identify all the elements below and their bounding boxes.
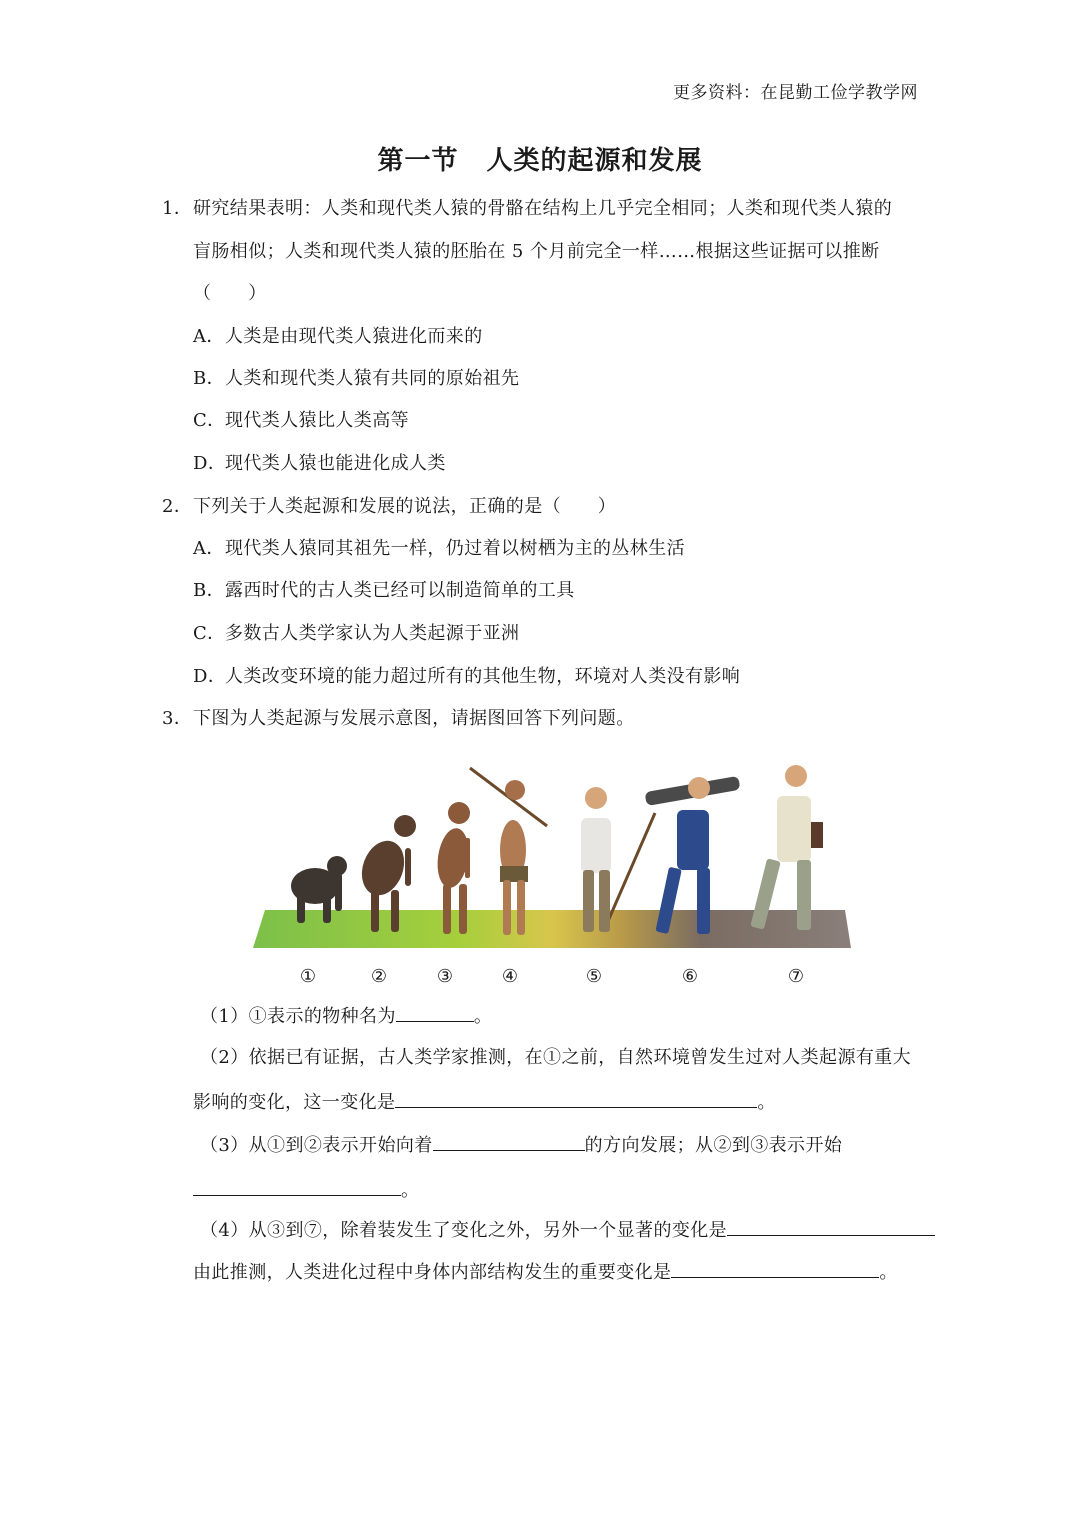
header-note: 更多资料：在昆勤工俭学教学网 (673, 83, 918, 103)
sub1-answer-blank[interactable] (396, 1003, 474, 1022)
q1-option-c (193, 409, 409, 433)
sub4-answer-blank-1[interactable] (727, 1217, 935, 1236)
q2-option-c (193, 622, 519, 646)
q1-option-d (193, 452, 446, 476)
option-text: 现代类人猿比人类高等 (225, 410, 409, 431)
sub3-middle: 的方向发展；从②到③表示开始 (584, 1135, 843, 1156)
figure-7-modern-human (750, 765, 823, 930)
option-text: 现代类人猿也能进化成人类 (225, 453, 446, 474)
option-letter: A． (193, 538, 225, 559)
q2-option-d (193, 665, 740, 689)
figure-label-1: ① (299, 966, 317, 987)
q3-sub2-line1: （2）依据已有证据，古人类学家推测，在①之前，自然环境曾发生过对人类起源有重大 (200, 1047, 912, 1068)
option-text: 人类和现代类人猿有共同的原始祖先 (225, 368, 520, 389)
option-letter: C． (193, 410, 226, 431)
figure-label-2: ② (370, 966, 388, 987)
q3-sub4-line1 (200, 1217, 935, 1243)
q3-stem: 下图为人类起源与发展示意图，请据图回答下列问题。 (193, 708, 635, 729)
sub4-prefix: （4）从③到⑦，除着装发生了变化之外，另外一个显著的变化是 (200, 1220, 728, 1241)
sub3-suffix: 。 (401, 1180, 420, 1201)
title-section: 第一节 (377, 146, 459, 176)
figure-label-3: ③ (436, 966, 454, 987)
q3-sub1 (200, 1003, 492, 1029)
option-text: 多数古人类学家认为人类起源于亚洲 (225, 623, 520, 644)
sub3-answer-blank-1[interactable] (433, 1132, 585, 1151)
sub3-answer-blank-2[interactable] (193, 1177, 401, 1196)
sub2-prefix: 影响的变化，这一变化是 (193, 1092, 396, 1113)
q1-option-b (193, 367, 519, 391)
sub2-answer-blank[interactable] (395, 1089, 757, 1108)
sub4-suffix: 。 (879, 1262, 898, 1283)
human-evolution-illustration (245, 758, 855, 958)
figure-label-4: ④ (501, 966, 519, 987)
figure-4-early-human (470, 768, 547, 935)
page-title (0, 140, 1080, 177)
figure-label-6: ⑥ (681, 966, 699, 987)
sub1-prefix: （1）①表示的物种名为 (200, 1006, 396, 1027)
sub3-prefix: （3）从①到②表示开始向着 (200, 1135, 433, 1156)
q3-sub4-line2 (193, 1259, 898, 1285)
title-text: 人类的起源和发展 (486, 146, 703, 176)
q3-sub2-line2 (193, 1089, 776, 1115)
q3-number: 3． (162, 708, 193, 729)
figure-label-7: ⑦ (787, 966, 805, 987)
option-letter: C． (193, 623, 226, 644)
q3-sub3-line2 (193, 1177, 419, 1203)
q1-stem-line2: 盲肠相似；人类和现代类人猿的胚胎在 5 个月前完全一样……根据这些证据可以推断 (193, 241, 880, 262)
q1-stem-line1: 研究结果表明：人类和现代类人猿的骨骼在结构上几乎完全相同；人类和现代类人猿的 (193, 198, 893, 219)
sub4-answer-blank-2[interactable] (671, 1259, 879, 1278)
q1-answer-bracket: （ ） (193, 283, 267, 304)
sub2-suffix: 。 (757, 1092, 776, 1113)
option-text: 现代类人猿同其祖先一样，仍过着以树栖为主的丛林生活 (225, 538, 685, 559)
q2-option-b (193, 579, 575, 603)
q2-option-a (193, 537, 685, 561)
option-letter: D． (193, 453, 227, 474)
q1-number: 1． (162, 198, 193, 219)
option-letter: A． (193, 326, 225, 347)
q3-sub3-line1 (200, 1132, 842, 1158)
option-text: 人类改变环境的能力超过所有的其他生物，环境对人类没有影响 (225, 666, 741, 687)
sub4-line2-prefix: 由此推测，人类进化过程中身体内部结构发生的重要变化是 (193, 1262, 672, 1283)
q1-option-a (193, 325, 483, 349)
sub1-suffix: 。 (473, 1006, 493, 1027)
figure-label-5: ⑤ (585, 966, 603, 987)
option-text: 露西时代的古人类已经可以制造简单的工具 (225, 580, 575, 601)
option-text: 人类是由现代类人猿进化而来的 (225, 326, 483, 347)
option-letter: D． (193, 666, 227, 687)
q2-stem: 下列关于人类起源和发展的说法，正确的是（ ） (193, 496, 617, 517)
option-letter: B． (193, 368, 226, 389)
q2-number: 2． (162, 496, 193, 517)
option-letter: B． (193, 580, 226, 601)
